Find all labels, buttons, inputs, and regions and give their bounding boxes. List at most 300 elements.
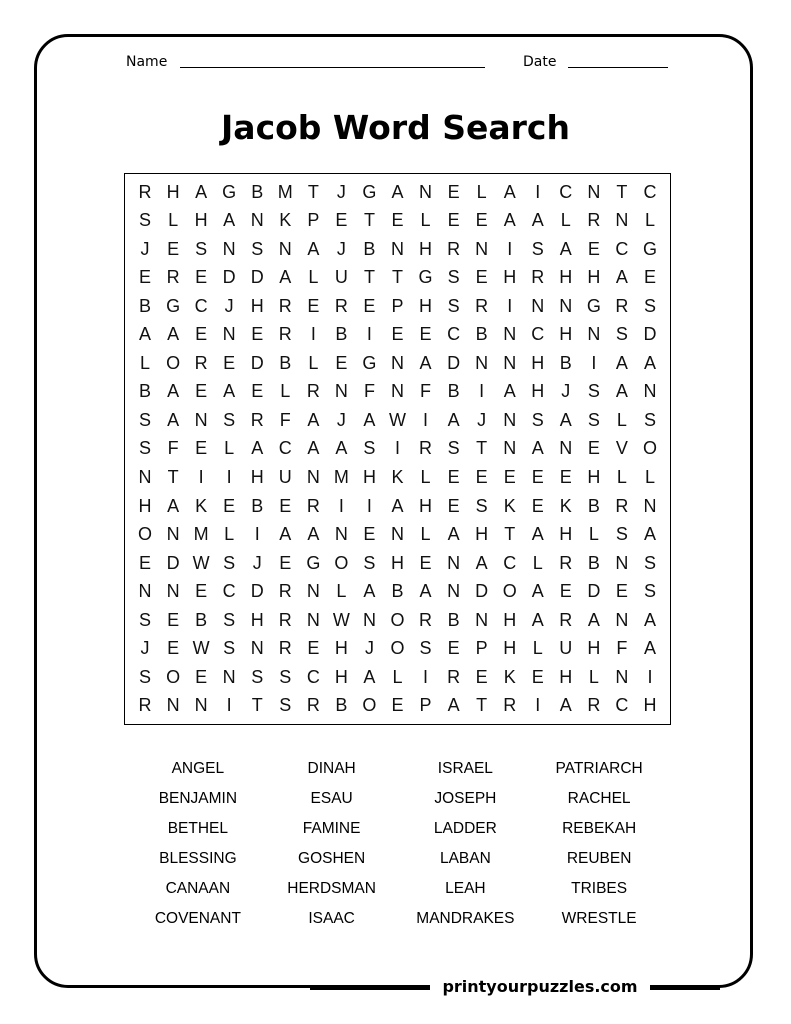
word-list-item: JOSEPH — [434, 790, 497, 807]
grid-letter: E — [475, 267, 488, 288]
grid-letter: L — [588, 524, 599, 545]
grid-letter: H — [559, 324, 573, 345]
grid-letter: A — [447, 524, 460, 545]
grid-letter: A — [167, 495, 180, 516]
word-list-item: BLESSING — [159, 850, 237, 867]
grid-letter: R — [138, 695, 152, 716]
grid-letter: A — [419, 581, 432, 602]
grid-letter: A — [503, 181, 516, 202]
grid-letter: E — [447, 638, 460, 659]
grid-letter: A — [559, 409, 572, 430]
grid-letter: B — [335, 695, 348, 716]
grid-letter: U — [334, 267, 348, 288]
grid-letter: R — [447, 666, 461, 687]
grid-letter: H — [419, 238, 433, 259]
grid-letter: L — [168, 210, 179, 231]
word-list-item: FAMINE — [302, 820, 361, 837]
grid-letter: P — [475, 638, 488, 659]
grid-letter: N — [390, 352, 404, 373]
grid-letter: A — [335, 438, 348, 459]
grid-letter: B — [139, 381, 152, 402]
grid-letter: C — [222, 581, 236, 602]
grid-letter: H — [166, 181, 180, 202]
grid-letter: N — [503, 324, 517, 345]
grid-letter: N — [250, 210, 264, 231]
grid-letter: B — [447, 609, 460, 630]
word-list — [131, 754, 666, 934]
grid-letter: H — [503, 609, 517, 630]
grid-letter: O — [334, 552, 349, 573]
grid-letter: E — [391, 210, 404, 231]
grid-letter: L — [392, 666, 403, 687]
grid-letter: L — [308, 267, 319, 288]
grid-letter: J — [140, 238, 150, 259]
grid-letter: S — [615, 324, 628, 345]
page-title: Jacob Word Search — [221, 108, 570, 147]
grid-letter: H — [503, 267, 517, 288]
grid-letter: R — [475, 295, 489, 316]
grid-letter: B — [475, 324, 488, 345]
grid-letter: A — [531, 438, 544, 459]
grid-letter: D — [475, 581, 489, 602]
grid-letter: S — [447, 438, 460, 459]
grid-letter: H — [587, 467, 601, 488]
grid-letter: E — [195, 381, 208, 402]
grid-letter: H — [643, 695, 657, 716]
grid-letter: S — [223, 609, 236, 630]
grid-letter: R — [419, 438, 433, 459]
grid-letter: T — [476, 695, 488, 716]
grid-letter: H — [250, 467, 264, 488]
grid-letter: R — [278, 638, 292, 659]
grid-letter: R — [503, 695, 517, 716]
grid-letter: A — [167, 381, 180, 402]
grid-letter: A — [531, 609, 544, 630]
grid-letter: N — [531, 295, 545, 316]
grid-letter: W — [388, 409, 406, 430]
grid-letter: S — [279, 695, 292, 716]
grid-letter: A — [559, 238, 572, 259]
word-list-item: LABAN — [439, 850, 491, 867]
grid-letter: T — [251, 695, 263, 716]
grid-letter: N — [503, 409, 517, 430]
grid-letter: N — [166, 695, 180, 716]
grid-letter: S — [251, 238, 264, 259]
grid-letter: E — [195, 324, 208, 345]
grid-letter: T — [476, 438, 488, 459]
grid-letter: N — [615, 210, 629, 231]
grid-letter: I — [254, 524, 260, 545]
grid-letter: H — [334, 666, 348, 687]
grid-letter: W — [192, 552, 210, 573]
grid-letter: H — [531, 352, 545, 373]
grid-letter: L — [308, 352, 319, 373]
grid-letter: C — [559, 181, 573, 202]
grid-letter: H — [559, 524, 573, 545]
grid-letter: M — [277, 181, 293, 202]
grid-letter: A — [531, 524, 544, 545]
grid-letter: C — [643, 181, 657, 202]
grid-letter: E — [587, 238, 600, 259]
grid-letter: I — [507, 238, 513, 259]
grid-letter: E — [363, 524, 376, 545]
grid-letter: N — [643, 495, 657, 516]
grid-letter: S — [139, 210, 152, 231]
grid-letter: E — [475, 467, 488, 488]
grid-letter: R — [587, 210, 601, 231]
word-list-item: ISRAEL — [437, 760, 493, 777]
date-label: Date — [523, 54, 557, 70]
grid-letter: S — [223, 552, 236, 573]
grid-letter: L — [616, 409, 627, 430]
grid-letter: E — [475, 210, 488, 231]
grid-letter: K — [391, 467, 404, 488]
grid-letter: G — [362, 181, 377, 202]
grid-letter: N — [222, 324, 236, 345]
grid-letter: I — [366, 495, 372, 516]
grid-letter: T — [391, 267, 403, 288]
grid-letter: E — [391, 324, 404, 345]
grid-letter: R — [447, 238, 461, 259]
grid-letter: H — [419, 495, 433, 516]
grid-letter: B — [391, 581, 404, 602]
grid-letter: O — [362, 695, 377, 716]
grid-letter: L — [336, 581, 347, 602]
grid-letter: L — [224, 524, 235, 545]
grid-letter: D — [250, 267, 264, 288]
grid-letter: E — [559, 467, 572, 488]
word-list-item: CANAAN — [165, 880, 231, 897]
grid-letter: E — [195, 438, 208, 459]
grid-letter: E — [475, 666, 488, 687]
grid-letter: N — [138, 467, 152, 488]
grid-letter: J — [140, 638, 150, 659]
grid-letter: N — [166, 581, 180, 602]
grid-letter: L — [644, 467, 655, 488]
word-list-item: REUBEN — [566, 850, 632, 867]
grid-letter: E — [195, 267, 208, 288]
grid-letter: S — [643, 409, 656, 430]
grid-letter: T — [363, 267, 375, 288]
grid-letter: I — [226, 695, 232, 716]
grid-letter: E — [251, 381, 264, 402]
grid-letter: S — [139, 666, 152, 687]
grid-letter: N — [306, 467, 320, 488]
grid-letter: A — [615, 267, 628, 288]
grid-letter: E — [531, 467, 544, 488]
grid-letter: E — [363, 295, 376, 316]
grid-letter: N — [643, 381, 657, 402]
grid-letter: A — [279, 524, 292, 545]
grid-letter: R — [306, 495, 320, 516]
grid-letter: B — [335, 324, 348, 345]
grid-letter: N — [138, 581, 152, 602]
grid-letter: E — [335, 352, 348, 373]
word-list-item: DINAH — [307, 760, 356, 777]
grid-letter: K — [503, 666, 516, 687]
grid-letter: A — [643, 638, 656, 659]
word-list-item: MANDRAKES — [416, 910, 515, 927]
letter-grid — [124, 173, 671, 725]
grid-letter: L — [224, 438, 235, 459]
grid-letter: H — [334, 638, 348, 659]
word-list-item: ANGEL — [171, 760, 225, 777]
grid-letter: N — [447, 552, 461, 573]
grid-letter: S — [475, 495, 488, 516]
grid-letter: N — [419, 181, 433, 202]
grid-letter: A — [167, 409, 180, 430]
grid-letter: S — [587, 381, 600, 402]
word-list-item: GOSHEN — [298, 850, 366, 867]
word-list-item: BETHEL — [167, 820, 229, 837]
grid-letter: H — [475, 524, 489, 545]
grid-letter: I — [226, 467, 232, 488]
grid-letter: S — [643, 552, 656, 573]
grid-letter: P — [391, 295, 404, 316]
grid-letter: R — [278, 324, 292, 345]
grid-letter: D — [447, 352, 461, 373]
grid-letter: A — [363, 409, 376, 430]
grid-letter: H — [419, 295, 433, 316]
grid-letter: E — [223, 352, 236, 373]
grid-letter: J — [336, 409, 346, 430]
grid-letter: A — [615, 352, 628, 373]
name-label: Name — [126, 54, 168, 70]
grid-letter: L — [616, 467, 627, 488]
grid-letter: A — [391, 495, 404, 516]
grid-letter: J — [364, 638, 374, 659]
grid-letter: T — [167, 467, 179, 488]
grid-letter: N — [278, 238, 292, 259]
grid-letter: N — [615, 609, 629, 630]
name-field-line[interactable] — [180, 67, 485, 68]
grid-letter: E — [587, 438, 600, 459]
word-list-item: LADDER — [433, 820, 497, 837]
grid-letter: C — [531, 324, 545, 345]
word-list-item: REBEKAH — [562, 820, 637, 837]
grid-letter: E — [279, 495, 292, 516]
grid-letter: F — [363, 381, 375, 402]
grid-letter: N — [306, 609, 320, 630]
grid-letter: J — [224, 295, 234, 316]
grid-letter: A — [363, 581, 376, 602]
word-list-item: TRIBES — [571, 880, 628, 897]
grid-letter: I — [394, 438, 400, 459]
grid-letter: I — [423, 409, 429, 430]
grid-letter: N — [559, 438, 573, 459]
grid-letter: D — [222, 267, 236, 288]
grid-letter: S — [447, 295, 460, 316]
grid-letter: A — [279, 267, 292, 288]
word-list-item: WRESTLE — [561, 910, 637, 927]
grid-letter: B — [587, 495, 600, 516]
word-list-item: BENJAMIN — [158, 790, 238, 807]
grid-letter: L — [140, 352, 151, 373]
grid-letter: N — [587, 181, 601, 202]
grid-letter: L — [644, 210, 655, 231]
grid-letter: L — [560, 210, 571, 231]
grid-letter: A — [307, 409, 320, 430]
grid-letter: R — [278, 581, 292, 602]
grid-letter: R — [615, 295, 629, 316]
grid-letter: E — [139, 552, 152, 573]
grid-letter: C — [615, 238, 629, 259]
grid-letter: S — [139, 409, 152, 430]
grid-letter: C — [306, 666, 320, 687]
grid-letter: D — [166, 552, 180, 573]
grid-letter: O — [502, 581, 517, 602]
grid-letter: H — [194, 210, 208, 231]
grid-letter: A — [531, 581, 544, 602]
grid-letter: H — [390, 552, 404, 573]
grid-letter: N — [390, 381, 404, 402]
footer-rule-right — [650, 987, 720, 990]
grid-letter: F — [616, 638, 628, 659]
grid-letter: S — [251, 666, 264, 687]
grid-letter: C — [503, 552, 517, 573]
grid-letter: G — [642, 238, 657, 259]
grid-letter: A — [447, 695, 460, 716]
grid-letter: D — [250, 581, 264, 602]
grid-letter: A — [475, 552, 488, 573]
grid-letter: L — [420, 210, 431, 231]
grid-letter: K — [559, 495, 572, 516]
grid-letter: L — [532, 552, 543, 573]
grid-letter: N — [194, 409, 208, 430]
grid-letter: N — [222, 666, 236, 687]
grid-letter: B — [587, 552, 600, 573]
grid-letter: E — [251, 324, 264, 345]
grid-letter: O — [138, 524, 153, 545]
grid-letter: A — [391, 181, 404, 202]
grid-letter: C — [615, 695, 629, 716]
grid-letter: H — [587, 267, 601, 288]
grid-letter: H — [587, 638, 601, 659]
grid-letter: K — [503, 495, 516, 516]
grid-letter: F — [420, 381, 432, 402]
grid-letter: S — [531, 409, 544, 430]
grid-letter: I — [647, 666, 653, 687]
grid-letter: O — [390, 609, 405, 630]
grid-letter: E — [391, 695, 404, 716]
grid-letter: E — [223, 495, 236, 516]
grid-letter: E — [615, 581, 628, 602]
grid-letter: A — [307, 524, 320, 545]
footer-rule-left — [310, 987, 430, 990]
grid-letter: H — [559, 267, 573, 288]
grid-letter: J — [336, 181, 346, 202]
grid-letter: E — [307, 295, 320, 316]
grid-letter: R — [587, 695, 601, 716]
grid-letter: A — [503, 210, 516, 231]
grid-letter: N — [475, 352, 489, 373]
grid-letter: R — [138, 181, 152, 202]
grid-letter: B — [251, 181, 264, 202]
grid-letter: R — [559, 552, 573, 573]
word-list-item: COVENANT — [154, 910, 241, 927]
grid-letter: A — [531, 210, 544, 231]
grid-letter: S — [643, 581, 656, 602]
grid-letter: A — [615, 381, 628, 402]
grid-letter: S — [279, 666, 292, 687]
grid-letter: M — [333, 467, 349, 488]
grid-letter: A — [139, 324, 152, 345]
grid-letter: H — [138, 495, 152, 516]
grid-letter: R — [419, 609, 433, 630]
grid-letter: U — [278, 467, 292, 488]
grid-letter: I — [535, 181, 541, 202]
grid-letter: E — [167, 638, 180, 659]
grid-letter: N — [615, 666, 629, 687]
grid-letter: N — [334, 381, 348, 402]
grid-letter: E — [447, 210, 460, 231]
grid-letter: C — [194, 295, 208, 316]
grid-letter: A — [559, 695, 572, 716]
grid-letter: G — [418, 267, 433, 288]
grid-letter: E — [447, 467, 460, 488]
grid-letter: G — [362, 352, 377, 373]
grid-letter: W — [332, 609, 350, 630]
grid-letter: I — [198, 467, 204, 488]
grid-letter: A — [643, 609, 656, 630]
grid-letter: N — [390, 238, 404, 259]
grid-letter: J — [336, 238, 346, 259]
grid-letter: A — [195, 181, 208, 202]
grid-letter: M — [193, 524, 209, 545]
grid-letter: I — [479, 381, 485, 402]
grid-letter: N — [475, 238, 489, 259]
grid-letter: H — [531, 381, 545, 402]
grid-letter: N — [615, 552, 629, 573]
grid-letter: F — [279, 409, 291, 430]
grid-letter: O — [390, 638, 405, 659]
grid-letter: R — [166, 267, 180, 288]
grid-letter: A — [643, 352, 656, 373]
grid-letter: L — [420, 524, 431, 545]
grid-letter: N — [587, 324, 601, 345]
grid-letter: H — [503, 638, 517, 659]
grid-letter: G — [306, 552, 321, 573]
word-list-item: RACHEL — [567, 790, 631, 807]
grid-letter: N — [334, 524, 348, 545]
grid-letter: R — [334, 295, 348, 316]
grid-letter: E — [643, 267, 656, 288]
grid-letter: L — [420, 467, 431, 488]
grid-letter: V — [615, 438, 628, 459]
grid-letter: I — [338, 495, 344, 516]
grid-letter: G — [222, 181, 237, 202]
grid-letter: E — [335, 210, 348, 231]
grid-letter: B — [279, 352, 292, 373]
grid-letter: L — [476, 181, 487, 202]
grid-letter: S — [223, 409, 236, 430]
grid-letter: J — [561, 381, 571, 402]
grid-letter: H — [250, 295, 264, 316]
grid-letter: P — [307, 210, 320, 231]
grid-letter: N — [503, 438, 517, 459]
grid-letter: E — [279, 552, 292, 573]
word-list-item: LEAH — [445, 880, 486, 897]
grid-letter: A — [223, 381, 236, 402]
date-field-line[interactable] — [568, 67, 668, 68]
grid-letter: S — [363, 552, 376, 573]
grid-letter: G — [166, 295, 181, 316]
grid-letter: S — [363, 438, 376, 459]
grid-letter: S — [139, 438, 152, 459]
grid-letter: S — [223, 638, 236, 659]
grid-letter: B — [447, 381, 460, 402]
grid-letter: K — [195, 495, 208, 516]
